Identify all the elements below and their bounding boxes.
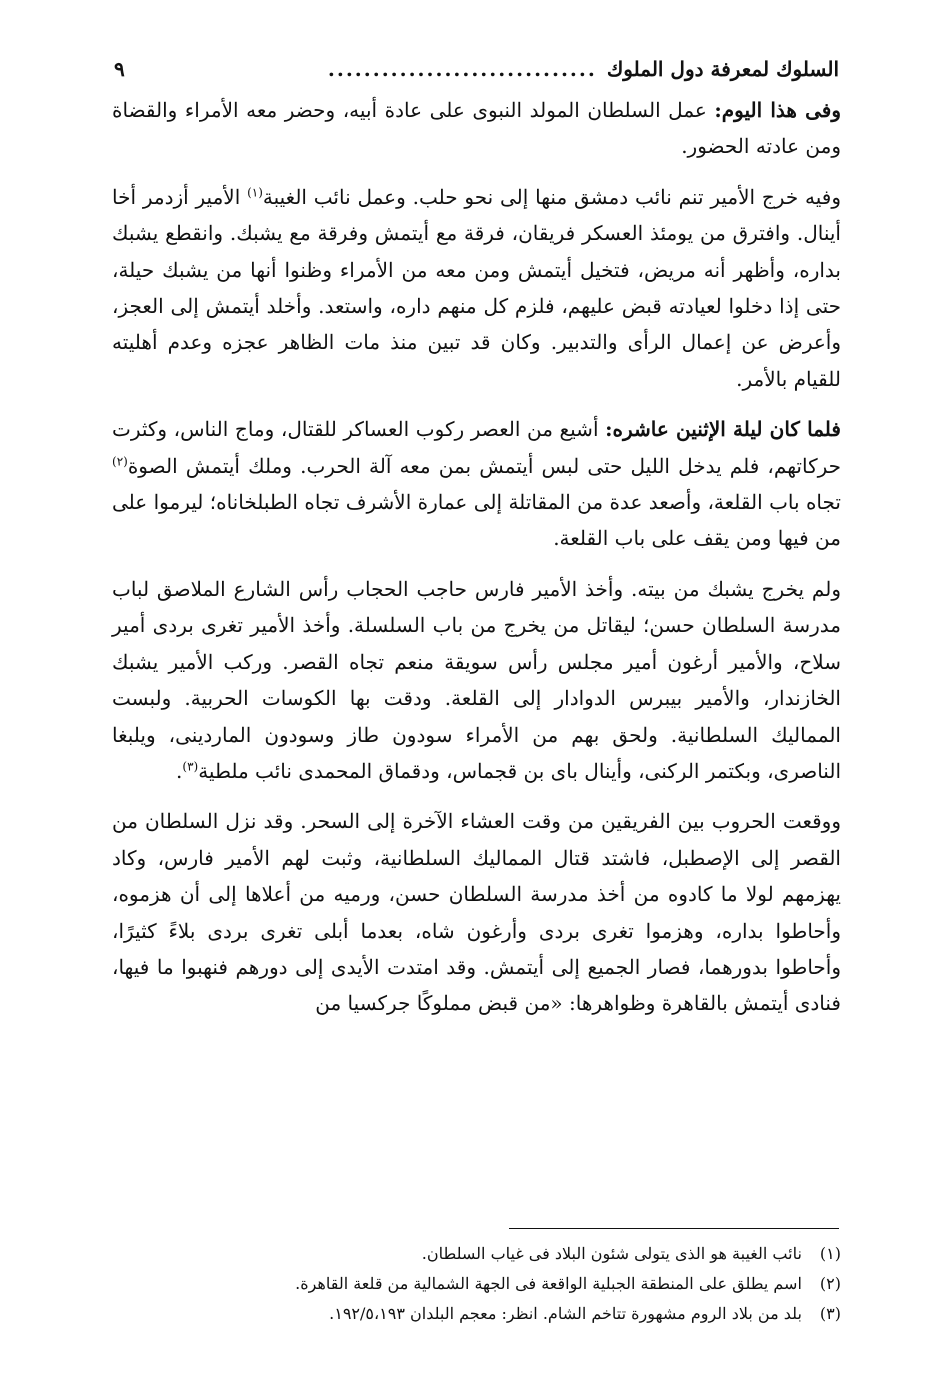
paragraph-3 — [112, 411, 841, 557]
running-title: السلوك لمعرفة دول الملوك — [606, 57, 839, 81]
footnote-text: نائب الغيبة هو الذى يتولى شئون البلاد فى غياب السلطان. — [421, 1244, 802, 1263]
footnote-ref-3[interactable]: (٣) — [182, 759, 199, 774]
footnote-ref-2[interactable]: (٢) — [112, 454, 128, 468]
paragraph-lead: وفى هذا اليوم: — [714, 98, 841, 122]
body-text — [112, 92, 841, 1022]
paragraph-text-continued: تجاه باب القلعة، وأصعد عدة من المقاتلة إلى عمارة الأشرف تجاه الطبلخاناه؛ ليرموا على من فيها ومن يقف على باب القلعة. — [112, 490, 841, 551]
paragraph-1 — [112, 92, 841, 165]
page-number: ٩ — [114, 57, 125, 81]
running-header — [112, 52, 841, 86]
paragraph-text: أشيع من العصر ركوب العساكر للقتال، وماج الناس، وكثرت حركاتهم، فلم يدخل الليل حتى لبس أيتمش بمن معه آلة الحرب. وملك أيتمش الصوة — [112, 417, 841, 478]
footnote-number: (٢) — [819, 1274, 841, 1293]
paragraph-2 — [112, 179, 841, 397]
paragraph-5 — [112, 803, 841, 1021]
footnote-text: اسم يطلق على المنطقة الجبلية الواقعة فى الجهة الشمالية من قلعة القاهرة. — [295, 1274, 802, 1293]
footnote-3 — [112, 1299, 841, 1329]
footnotes — [112, 1228, 841, 1329]
paragraph-lead: فلما كان ليلة الإثنين عاشره: — [605, 417, 841, 442]
leader-dots: .............................. — [327, 57, 597, 81]
paragraph-text-continued: الأمير أزدمر أخا أينال. وافترق من يومئذ العسكر فريقان، فرقة مع أيتمش وفرقة مع يشبك. وانقطع يشبك بداره، وأظهر أنه مريض، فتخيل أيتمش ومن معه من الأمراء وظنوا أنها من يشبك حيلة، حتى إذا دخلوا لعيادته قبض عليهم، فلزم كل منهم داره، واستعد. وأخلد أيتمش إلى العجز، وأعرض عن إعمال الرأى والتدبير. وكان قد تبين منذ مات الظاهر عجزه وعدم أهليته للقيام بالأمر. — [112, 184, 841, 391]
footnote-1 — [112, 1239, 841, 1269]
footnote-2 — [112, 1269, 841, 1299]
footnote-divider — [509, 1228, 839, 1229]
footnote-number: (١) — [819, 1244, 841, 1263]
footnote-text: بلد من بلاد الروم مشهورة تتاخم الشام. انظر: معجم البلدان ١٩٢/٥،١٩٣. — [329, 1304, 802, 1323]
paragraph-text: ووقعت الحروب بين الفريقين من وقت العشاء الآخرة إلى السحر. وقد نزل السلطان من القصر إلى الإصطبل، فاشتد قتال المماليك السلطانية، وثبت لهم الأمير فارس، وكاد يهزمهم لولا ما كادوه من أخذ مدرسة السلطان حسن، ورميه من أعلاها إلى أن هزموه، وأحاطوا بداره، وهزموا تغرى بردى وأرغون شاه، بعدما أبلى تغرى بردى بلاءً كثيرًا، وأحاطوا بدورهما، فصار الجميع إلى أيتمش. وقد امتدت الأيدى إلى دورهم فنهبوا ما فيها، فنادى أيتمش بالقاهرة وظواهرها: «من قبض مملوكًا جركسيا من — [112, 809, 841, 1016]
paragraph-text: وفيه خرج الأمير تنم نائب دمشق منها إلى نحو حلب. وعمل نائب الغيبة — [262, 184, 841, 209]
footnote-number: (٣) — [819, 1304, 841, 1323]
paragraph-text: عمل السلطان المولد النبوى على عادة أبيه، وحضر معه الأمراء والقضاة ومن عادته الحضور. — [112, 98, 841, 159]
paragraph-text-continued: . — [176, 758, 183, 783]
paragraph-text: ولم يخرج يشبك من بيته. وأخذ الأمير فارس حاجب الحجاب رأس الشارع الملاصق لباب مدرسة السلطان حسن؛ ليقاتل من يخرج من باب السلسلة. وأخذ الأمير تغرى بردى أمير سلاح، والأمير أرغون أمير مجلس رأس سويقة منعم تجاه القصر. وركب الأمير يشبك الخازندار، والأمير بيبرس الدوادار إلى القلعة. ودقت بها الكوسات الحربية. ولبست المماليك السلطانية. ولحق بهم من الأمراء سودون طاز وسودون الماردينى، ويلبغا الناصرى، وبكتمر الركنى، وأينال باى بن قجماس، ودقماق المحمدى نائب ملطية — [112, 576, 841, 783]
paragraph-4 — [112, 571, 841, 789]
footnote-ref-1[interactable]: (١) — [247, 185, 263, 200]
